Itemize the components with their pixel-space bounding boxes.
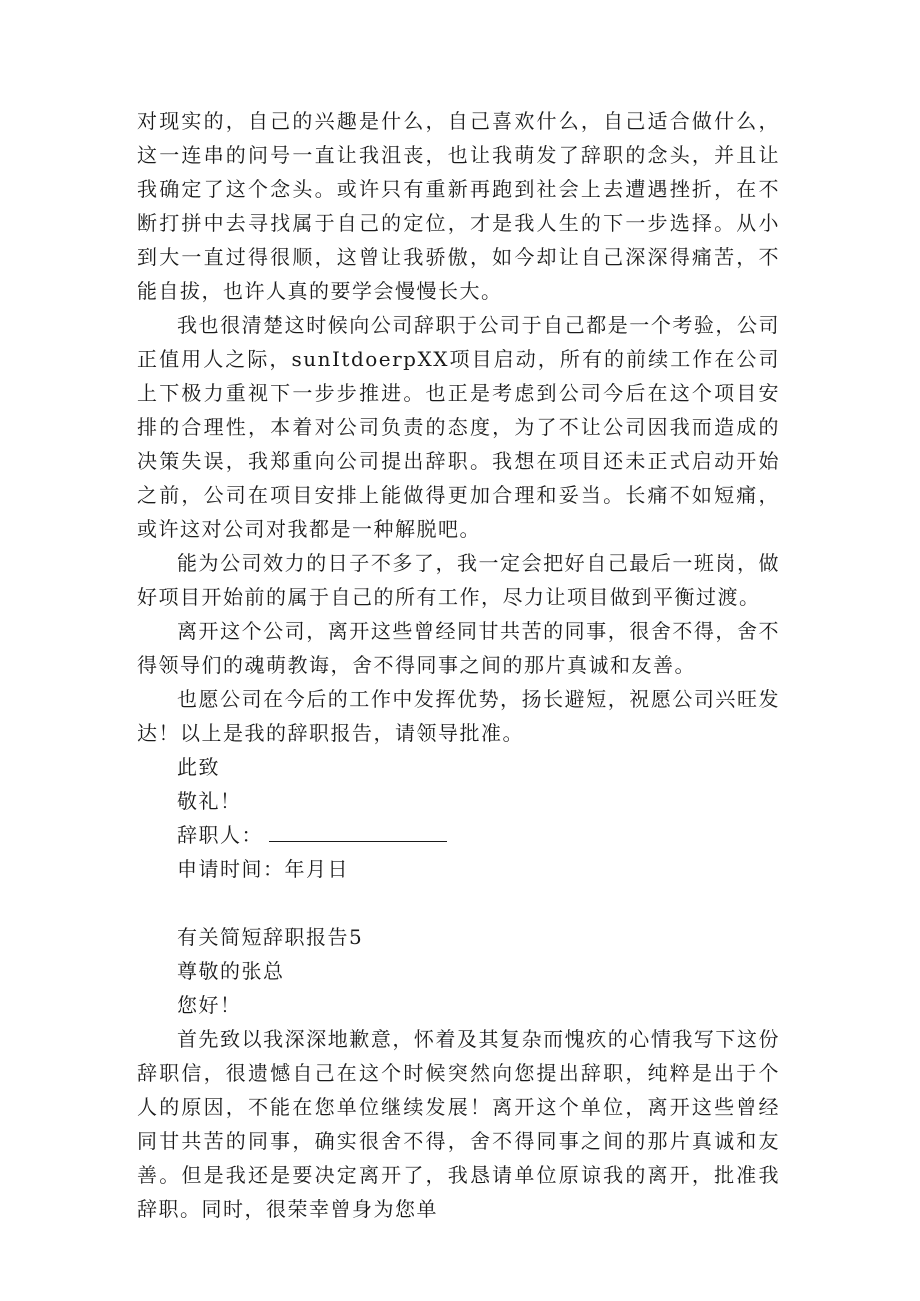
paragraph-colleagues: 离开这个公司，离开这些曾经同甘共苦的同事，很舍不得，舍不得领导们的魂萌教诲，舍不得同事之间的那片真诚和友善。	[137, 619, 780, 677]
document-body	[137, 104, 780, 1226]
closing-jingli: 敬礼！	[177, 789, 242, 813]
paragraph-company-project: 我也很清楚这时候向公司辞职于公司于自己都是一个考验，公司正值用人之际，sunItdoerpXX项目启动，所有的前续工作在公司上下极力重视下一步步推进。也正是考虑到公司今后在这个项目安排的合理性，本着对公司负责的态度，为了不让公司因我而造成的决策失误，我郑重向公司提出辞职。我想在项目还未正式启动开始之前，公司在项目安排上能做得更加合理和妥当。长痛不如短痛，或许这对公司对我都是一种解脱吧。	[137, 313, 780, 541]
signer-line	[137, 818, 780, 852]
paragraph-apology: 首先致以我深深地歉意，怀着及其复杂而愧疚的心情我写下这份辞职信，很遗憾自己在这个时候突然向您提出辞职，纯粹是出于个人的原因，不能在您单位继续发展！离开这个单位，离开这些曾经同甘共苦的同事，确实很舍不得，舍不得同事之间的那片真诚和友善。但是我还是要决定离开了，我恳请单位原谅我的离开，批准我辞职。同时，很荣幸曾身为您单	[137, 1027, 780, 1221]
salutation: 尊敬的张总	[177, 959, 285, 983]
section-title: 有关简短辞职报告5	[177, 925, 364, 949]
section-spacer	[137, 886, 780, 920]
greeting: 您好！	[177, 993, 242, 1017]
paragraph-last-shift: 能为公司效力的日子不多了，我一定会把好自己最后一班岗，做好项目开始前的属于自己的所有工作，尽力让项目做到平衡过渡。	[137, 551, 780, 609]
signer-label: 辞职人：	[177, 823, 263, 847]
paragraph-continuation: 对现实的，自己的兴趣是什么，自己喜欢什么，自己适合做什么，这一连串的问号一直让我沮丧，也让我萌发了辞职的念头，并且让我确定了这个念头。或许只有重新再跑到社会上去遭遇挫折，在不断打拼中去寻找属于自己的定位，才是我人生的下一步选择。从小到大一直过得很顺，这曾让我骄傲，如今却让自己深深得痛苦，不能自拔，也许人真的要学会慢慢长大。	[137, 109, 780, 303]
closing-zhici: 此致	[177, 755, 220, 779]
signature-blank	[269, 819, 447, 842]
paragraph-wishes: 也愿公司在今后的工作中发挥优势，扬长避短，祝愿公司兴旺发达！以上是我的辞职报告，请领导批准。	[137, 687, 780, 745]
date-line: 申请时间：年月日	[177, 857, 349, 881]
